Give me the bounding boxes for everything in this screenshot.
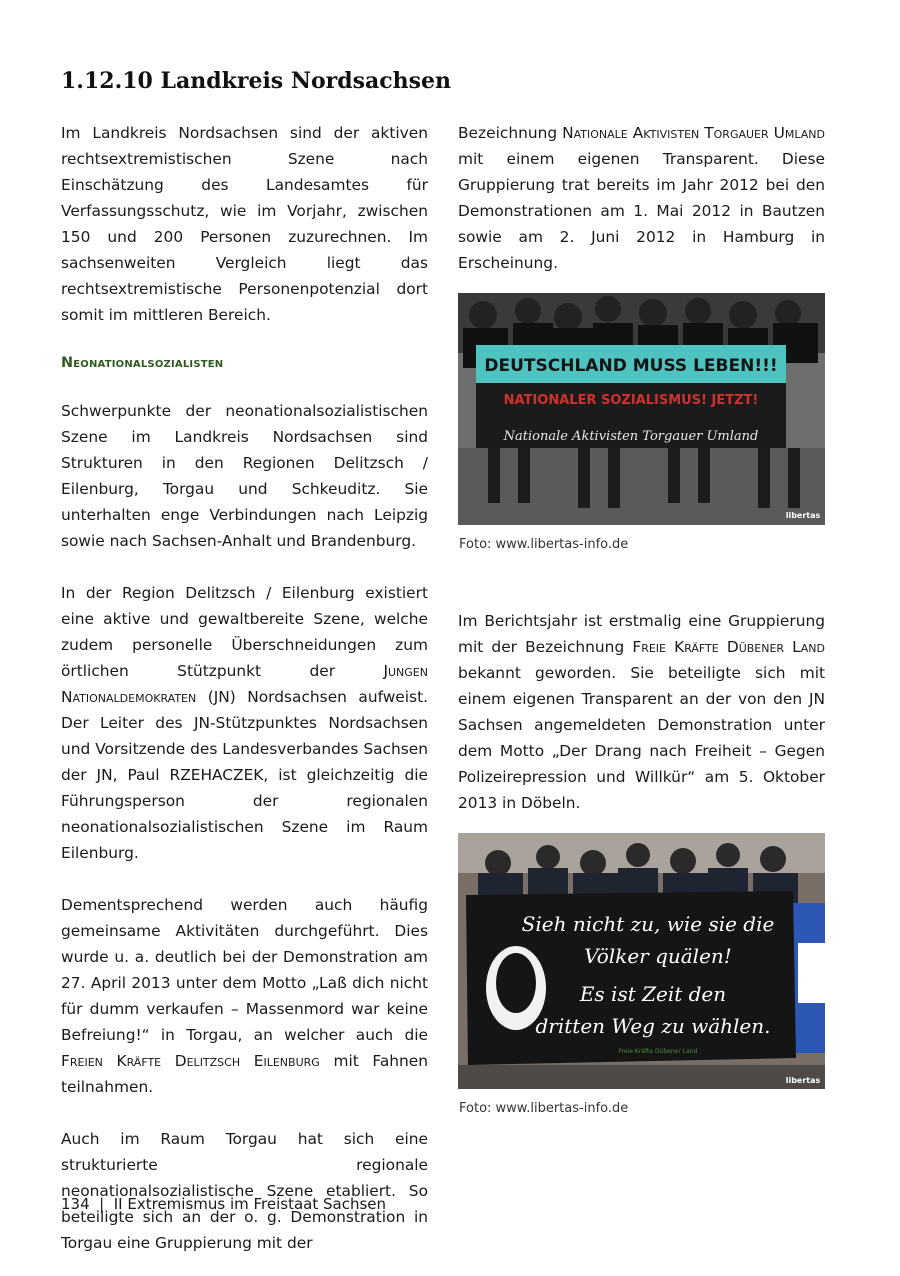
page-footer: 134 | II Extremismus im Freistaat Sachsen (61, 1195, 387, 1213)
caption-photo2: Foto: www.libertas-info.de (459, 1101, 629, 1116)
section-heading: 1.12.10 Landkreis Nordsachsen (61, 68, 452, 94)
banner1-line3: Nationale Aktivisten Torgauer Umland (503, 429, 759, 444)
left-column (61, 120, 428, 1256)
photo1-watermark: libertas (785, 511, 821, 520)
banner2-line2: Völker quälen! (584, 944, 732, 968)
org-name-fk-dueben: Freie Kräfte Dübener Land (632, 638, 825, 656)
right-column-bottom (458, 608, 825, 816)
org-name-nat: Nationale Aktivisten Torgauer Umland (562, 124, 825, 142)
banner1-line1: DEUTSCHLAND MUSS LEBEN!!! (484, 356, 778, 376)
paragraph-delitzsch: In der Region Delitzsch / Eilenburg existiert eine aktive und gewaltbereite Szene, welche zudem personelle Überschneidungen zum örtlichen Stützpunkt der Jungen Nationaldemokraten (JN) Nordsachsen aufweist. Der Leiter des JN-Stützpunktes Nordsachsen und Vorsitzende des Landesverbandes Sachsen der JN, Paul RZEHACZEK, ist gleichzeitig die Führungsperson der regionalen neonationalsozialistischen Szene im Raum Eilenburg. (61, 584, 428, 862)
photo-demonstration-doebeln (458, 833, 825, 1089)
banner2-line1: Sieh nicht zu, wie sie die (521, 912, 775, 936)
banner2-line4: dritten Weg zu wählen. (535, 1014, 771, 1038)
banner2-line3: Es ist Zeit den (579, 982, 727, 1006)
paragraph-schwerpunkte: Schwerpunkte der neonationalsozialistischen Szene im Landkreis Nordsachsen sind Strukturen in den Regionen Delitzsch / Eilenburg, Torgau und Schkeuditz. Sie unterhalten enge Verbindungen nach Leipzig sowie nach Sachsen-Anhalt und Brandenburg. (61, 402, 428, 550)
paragraph-torgau: Auch im Raum Torgau hat sich eine strukturierte regionale neonationalsozialistische Szene etabliert. So beteiligte sich an der o. g. Demonstration in Torgau eine Gruppierung mit der (61, 1130, 428, 1252)
photo-demonstration-torgau (458, 293, 825, 525)
org-name-jn: Jungen Nationaldemokraten (61, 662, 428, 706)
caption-photo1: Foto: www.libertas-info.de (459, 537, 629, 552)
banner1-line2: NATIONALER SOZIALISMUS! JETZT! (503, 393, 759, 408)
right-column-top (458, 120, 825, 276)
paragraph-aktivitaeten: Dementsprechend werden auch häufig gemeinsame Aktivitäten durchgeführt. Dies wurde u. a. deutlich bei der Demonstration am 27. April 2013 unter dem Motto „Laß dich nicht für dumm verkaufen – Massenmord war keine Befreiung!“ in Torgau, an welcher auch die Freien Kräfte Delitzsch Eilenburg mit Fahnen teilnahmen. (61, 896, 428, 1096)
photo2-watermark: libertas (785, 1076, 821, 1085)
org-name-fk-delitzsch: Freien Kräfte Delitzsch Eilenburg (61, 1052, 320, 1070)
paragraph-duebener-land: Im Berichtsjahr ist erstmalig eine Gruppierung mit der Bezeichnung Freie Kräfte Dübener Land bekannt geworden. Sie beteiligte sich mit einem eigenen Transparent an der von den JN Sachsen angemeldeten Demonstration unter dem Motto „Der Drang nach Freiheit – Gegen Polizeirepression und Willkür“ am 5. Oktober 2013 in Döbeln. (458, 612, 825, 812)
banner2-small: Freie Kräfte Dübener Land (618, 1048, 698, 1055)
subheading-neonationalsozialisten: Neonationalsozialisten (61, 355, 224, 371)
paragraph-intro: Im Landkreis Nordsachsen sind der aktiven rechtsextremistischen Szene nach Einschätzung des Landesamtes für Verfassungsschutz, wie im Vorjahr, zwischen 150 und 200 Personen zuzurechnen. Im sachsenweiten Vergleich liegt das rechtsextremistische Personenpotenzial dort somit im mittleren Bereich. (61, 124, 428, 324)
paragraph-bezeichnung: Bezeichnung Nationale Aktivisten Torgauer Umland mit einem eigenen Transparent. Diese Gruppierung trat bereits im Jahr 2012 bei den Demonstrationen am 1. Mai 2012 in Bautzen sowie am 2. Juni 2012 in Hamburg in Erscheinung. (458, 124, 825, 272)
